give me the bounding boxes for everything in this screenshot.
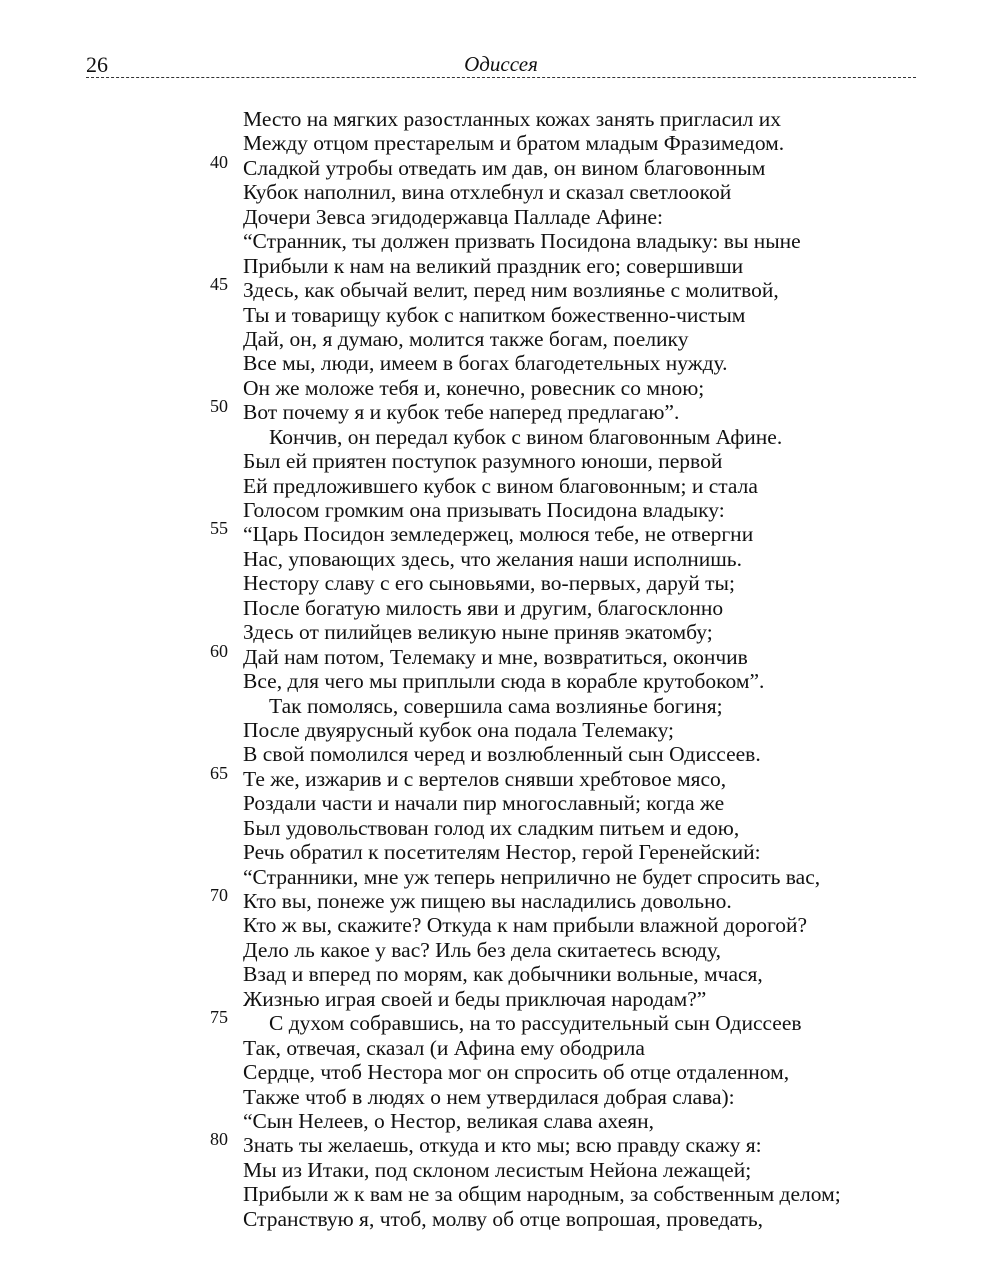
verse-text: “Странники, мне уж теперь неприлично не будет спросить вас, [243,864,821,889]
verse-line [205,1158,925,1182]
verse-line [205,303,925,327]
verse-text: Кто вы, понеже уж пищею вы насладились довольно. [243,889,732,913]
verse-line [205,840,925,864]
verse-line [205,180,925,204]
verse-text: Дай нам потом, Телемаку и мне, возвратиться, окончив [243,644,748,669]
verse-text: “Царь Посидон земледержец, молюся тебе, не отвергни [243,522,754,547]
verse-line [205,1129,925,1158]
verse-text: После двуярусный кубок она подала Телемаку; [243,717,675,742]
verse-line [205,762,925,791]
verse-text: Знать ты желаешь, откуда и кто мы; всю правду скажу я: [243,1133,762,1158]
verse-text: Так, отвечая, сказал (и Афина ему ободрила [243,1035,645,1060]
verse-line [205,107,925,131]
line-number: 65 [210,762,228,783]
verse-line [205,1207,925,1231]
verse-line [205,620,925,644]
verse-line [205,449,925,473]
page-number: 26 [86,52,108,77]
verse-line [205,518,925,547]
verse-text: Нестору славу с его сыновьями, во-первых, даруй ты; [243,571,735,596]
verse-text: Все, для чего мы приплыли сюда в корабле крутобоком”. [243,669,765,694]
verse-line [205,938,925,962]
verse-line [205,913,925,937]
verse-text: Сладкой утробы отведать им дав, он вином благовонным [243,155,766,180]
verse-line [205,1007,925,1036]
verse-line [205,498,925,522]
verse-text: Сердце, чтоб Нестора мог он спросить об отце отдаленном, [243,1060,790,1085]
verse-text: Кончив, он передал кубок с вином благовонным Афине. [269,424,783,449]
verse-text: Место на мягких разостланных кожах занять пригласил их [243,107,781,131]
line-number: 50 [210,396,228,417]
header-rule [86,77,916,78]
verse-text: Был удовольствован голод их сладким питьем и едою, [243,815,740,840]
verse-line [205,274,925,303]
line-number: 55 [210,518,228,539]
line-number: 60 [210,640,228,661]
verse-text: Взад и вперед по морям, как добычники вольные, мчася, [243,962,763,987]
verse-line [205,885,925,913]
verse-text: Он же моложе тебя и, конечно, ровесник со мною; [243,375,705,400]
verse-text: Здесь от пилийцев великую ныне приняв экатомбу; [243,620,713,645]
verse-text: Дай, он, я думаю, молится также богам, поелику [243,326,689,351]
verse-text: Кубок наполнил, вина отхлебнул и сказал светлоокой [243,180,732,205]
page-header [86,50,916,76]
verse-text: Был ей приятен поступок разумного юноши, первой [243,449,723,474]
verse-line [205,669,925,693]
verse-line [205,1085,925,1109]
verse-line [205,205,925,229]
verse-text: Прибыли ж к вам не за общим народным, за собственным делом; [243,1182,841,1207]
verse-text: “Сын Нелеев, о Нестор, великая слава ахеян, [243,1108,655,1133]
verse-line [205,327,925,351]
verse-line [205,376,925,400]
verse-line [205,229,925,253]
running-title: Одиссея [464,52,538,76]
verse-text: Голосом громким она призывать Посидона владыку: [243,498,725,522]
verse-line [205,694,925,718]
verse-line [205,791,925,815]
verse-text: Ты и товарищу кубок с напитком божественно-чистым [243,302,746,327]
verse-line [205,742,925,766]
verse-text: “Странник, ты должен призвать Посидона владыку: вы ныне [243,229,801,254]
verse-text: Дело ль какое у вас? Иль без дела скитаетесь всюду, [243,937,721,962]
verse-text: Все мы, люди, имеем в богах благодетельных нужду. [243,351,728,376]
verse-text: В свой помолился черед и возлюбленный сын Одиссеев. [243,742,761,767]
line-number: 80 [210,1129,228,1150]
verse-line [205,718,925,742]
verse-text: Те же, изжарив и с вертелов снявши хребтовое мясо, [243,766,727,791]
verse-line [205,640,925,669]
verse-line [205,1109,925,1133]
verse-text: Дочери Зевса эгидодержавца Палладе Афине: [243,204,664,229]
verse-line [205,1060,925,1084]
verse-text: Речь обратил к посетителям Нестор, герой Геренейский: [243,840,761,865]
verse-text: Мы из Итаки, под склоном лесистым Нейона лежащей; [243,1157,752,1182]
verse-line [205,962,925,986]
verse-text: Здесь, как обычай велит, перед ним возлиянье с молитвой, [243,278,779,303]
verse-line [205,474,925,498]
verse-line [205,865,925,889]
verse-line [205,151,925,180]
verse-line [205,596,925,620]
line-number: 45 [210,274,228,295]
verse-text: Так помолясь, совершила сама возлиянье богиня; [269,693,723,718]
verse-line [205,351,925,375]
verse-line [205,425,925,449]
verse-line [205,396,925,425]
verse-line [205,547,925,571]
poem-text [205,107,925,1231]
line-number: 70 [210,885,228,905]
verse-line [205,816,925,840]
verse-line [205,131,925,155]
verse-line [205,1036,925,1060]
verse-text: Между отцом престарелым и братом младым Фразимедом. [243,131,785,156]
line-number: 75 [210,1007,228,1028]
verse-text: Вот почему я и кубок тебе наперед предлагаю”. [243,400,680,425]
line-number: 40 [210,151,228,172]
verse-line [205,254,925,278]
verse-line [205,987,925,1011]
verse-text: Прибыли к нам на великий праздник его; совершивши [243,253,744,278]
verse-text: С духом собравшись, на то рассудительный сын Одиссеев [269,1011,802,1036]
verse-text: Жизнью играя своей и беды приключая народам?” [243,986,707,1011]
verse-text: Нас, уповающих здесь, что желания наши исполнишь. [243,546,742,571]
verse-text: Также чтоб в людях о нем утвердилася добрая слава): [243,1084,735,1109]
verse-text: Кто ж вы, скажите? Откуда к нам прибыли влажной дорогой? [243,913,808,938]
verse-line [205,1182,925,1206]
verse-text: Роздали части и начали пир многославный; когда же [243,791,725,816]
verse-line [205,571,925,595]
verse-text: После богатую милость яви и другим, благосклонно [243,595,724,620]
verse-text: Ей предложившего кубок с вином благовонным; и стала [243,473,758,498]
verse-text: Странствую я, чтоб, молву об отце вопрошая, проведать, [243,1206,764,1231]
